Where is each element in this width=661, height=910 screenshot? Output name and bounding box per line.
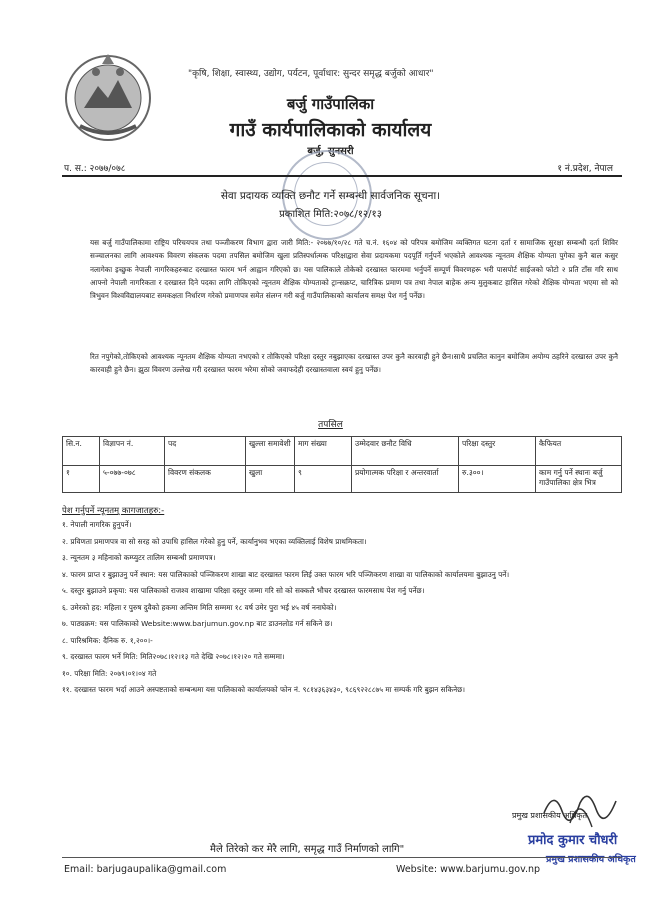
- list-item: ७. पाठ्यक्रम: यस पालिकाको Website:www.barjumun.gov.np बाट डाउनलोड गर्न सकिने छ।: [62, 619, 333, 628]
- cell-remarks: काम गर्नु पर्ने स्थानः बर्जु गाउँपालिका क्षेत्र भित्र: [536, 466, 622, 493]
- notice-title: सेवा प्रदायक व्यक्ति छनौट गर्ने सम्बन्धी सार्वजनिक सूचना।: [220, 190, 441, 202]
- header-exam-fee: परिक्षा दस्तुर: [459, 437, 536, 466]
- province-label: १ नं.प्रदेश, नेपाल: [557, 164, 613, 174]
- signatory-name: प्रमोद कुमार चौधरी: [528, 833, 618, 848]
- header-open-inclusive: खुल्ला समावेशी: [246, 437, 295, 466]
- cell-ad-no: ५-०७७-०७८: [100, 466, 165, 493]
- list-item: १०. परिक्षा मिति: २०७९।०१।०४ गते: [62, 668, 157, 678]
- office-name: गाउँ कार्यपालिकाको कार्यालय: [229, 119, 432, 141]
- org-name: बर्जु गाउँपालिका: [286, 95, 375, 113]
- header-demand: माग संख्या: [295, 437, 352, 466]
- notice-paragraph-1: यस बर्जु गाउँपालिकामा राष्ट्रिय परिचयपत्र तथा पञ्जीकरण विभाग द्वारा जारी मिति:- २०७७/१०/२८ गते च.नं. १६०४ को परिपत्र बमोजिम व्यक्तिगत घटना दर्ता र सामाजिक सुरक्षा सम्बन्धी दर्ता शिविर सञ्चालनका लागि आवश्यक विवरण संकलक पदमा तपसिल बमोजिम खुला प्रतिस्पर्धात्मक परिक्षाद्वारा सेवा प्रदायकमा पदपूर्ति गर्नुपर्ने भएकोले आवश्यक न्यूनतम शैक्षिक योग्यता पुगेका कुनै बाल कसुर नलागेका इच्छुक नेपाली नागरिकहरुबाट दरखास्त फारम भर्न आह्वान गरिएको छ। यस पालिकाले तोकेको दरखास्त फारममा भर्नुपर्ने सम्पूर्ण विवरणहरू भरी पासपोर्ट साईजको फोटो २ प्रति टाँस गरि साथ आफ्नो नेपाली नागरिकता र दरखास्त दिने पदका लागि तोकिएको न्यूनतम शैक्षिक योग्यताको ट्रान्सक्रप्ट, चारित्रिक प्रमाण पत्र तथा नेपाल बाहेक अन्य मुलुकबाट हासिल गरेको शैक्षिक योग्यता भएमा सो को त्रिभुवन विश्वविद्यालयबाट समकक्षता निर्धारण गरेको प्रमाणपत्र समेत संलग्न गरी बर्जु गाउँपालिकाको कार्यालय समक्ष पेश गर्नु पर्नेछ।: [90, 238, 618, 301]
- header-selection-method: उम्मेदवार छनौट विधि: [352, 437, 459, 466]
- notice-paragraph-2: रित नपुगेको,तोकिएको आवश्यक न्यूनतम शैक्षिक योग्यता नभएको र तोकिएको परिक्षा दस्तुर नबुझाएका दरखास्त उपर कुनै कारवाही हुने छैन।साथै प्रचलित कानुन बमोजिम अयोग्य ठहरिने दरखास्त उपर कुनै कारवाही हुने छैन। झुठा विवरण उल्लेख गरी दरखास्त फारम भरेमा सोको जवाफदेही दरखास्तवाला स्वयं हुनु पर्नेछ।: [90, 352, 618, 375]
- header-post: पद: [165, 437, 246, 466]
- reference-number: प. स.: २०७७/०७८: [64, 164, 126, 174]
- header-divider: [62, 175, 622, 177]
- cell-exam-fee: रु.३००।: [459, 466, 536, 493]
- motto-text: "कृषि, शिक्षा, स्वास्थ्य, उद्योग, पर्यटन, पूर्वाधार: सुन्दर समृद्ध बर्जुको आधार": [188, 69, 434, 79]
- table-row: [63, 466, 622, 493]
- documents-title: पेश गर्नुपर्ने न्यूनतम् कागजातहरु:-: [62, 506, 165, 516]
- cell-demand: ९: [295, 466, 352, 493]
- table-caption: तपसिल: [318, 420, 343, 430]
- cell-post: विवरण संकलक: [165, 466, 246, 493]
- table-header-row: [63, 437, 622, 466]
- list-item: १. नेपाली नागरिक हुनुपर्ने।: [62, 520, 132, 529]
- list-item: ६. उमेरको हद: महिला र पुरुष दुवैको हकमा अन्तिम मिति सम्ममा १८ वर्ष उमेर पुरा भई ४५ वर्ष ननाघेको।: [62, 602, 337, 612]
- header-remarks: कैफियत: [536, 437, 622, 466]
- documents-list: [62, 518, 622, 700]
- vacancy-table: [62, 436, 622, 493]
- list-item: ५. दस्तुर बुझाउने प्रकृया: यस पालिकाको राजश्व शाखामा परिक्षा दस्तुर जम्मा गरि सो को सक्कलै भौचर दरखास्त फारमसाथ पेश गर्नु पर्नेछ।: [62, 586, 425, 595]
- published-date: प्रकाशित मिति:२०७८/१२/१३: [279, 209, 382, 220]
- office-address: बर्जु, सुनसरी: [307, 146, 354, 157]
- header-sn: सि.न.: [63, 437, 100, 466]
- cell-sn: १: [63, 466, 100, 493]
- footer-slogan: मैले तिरेको कर मेरै लागि, समृद्ध गाउँ निर्माणको लागि": [210, 844, 405, 855]
- signatory-title: प्रमुख प्रशासकीय अधिकृत: [546, 854, 636, 865]
- list-item: ३. न्यूनतम ३ महिनाको कम्प्युटर तालिम सम्बन्धी प्रमाणपत्र।: [62, 553, 216, 562]
- footer-website: Website: www.barjumu.gov.np: [396, 864, 541, 875]
- signature-icon: [540, 783, 620, 835]
- cell-selection-method: प्रयोगात्मक परिक्षा र अन्तरवार्ता: [352, 466, 459, 493]
- header-ad-no: विज्ञापन नं.: [100, 437, 165, 466]
- list-item: ४. फारम प्राप्त र बुझाउनु पर्ने स्थान: यस पालिकाको पञ्जिकरण शाखा बाट दरखास्त फारम लिई उक्त फारम भरि पञ्जिकरण शाखा वा पालिकाको कार्यालयमा बुझाउनु पर्ने।: [62, 569, 510, 579]
- footer-divider: [62, 857, 622, 858]
- cell-open-inclusive: खुला: [246, 466, 295, 493]
- list-item: ११. दरखास्त फारम भर्दा आउने अस्पष्टताको सम्बन्धमा यस पालिकाको कार्यालयको फोन नं. ९८१४३६३४३०, ९८६९२२८८७५ मा सम्पर्क गरि बुझन सकिनेछ।: [62, 685, 466, 694]
- footer-email: Email: barjugaupalika@gmail.com: [64, 864, 227, 875]
- signature-label: प्रमुख प्रशासकीय अधिकृत: [512, 811, 588, 820]
- list-item: ८. पारिश्रमिक: दैनिक रु. १,२००।-: [62, 635, 153, 645]
- list-item: २. प्रविणता प्रमाणपत्र वा सो सरह को उपाधि हासिल गरेको हुनु पर्ने, कार्यानुभव भएका व्यक्तिलाई विशेष प्राथमिकता।: [62, 536, 367, 546]
- list-item: ९. दरखास्त फारम भर्ने मिति: मिति२०७८।१२।१३ गते देखि २०७८।१२।२० गते सम्ममा।: [62, 652, 285, 661]
